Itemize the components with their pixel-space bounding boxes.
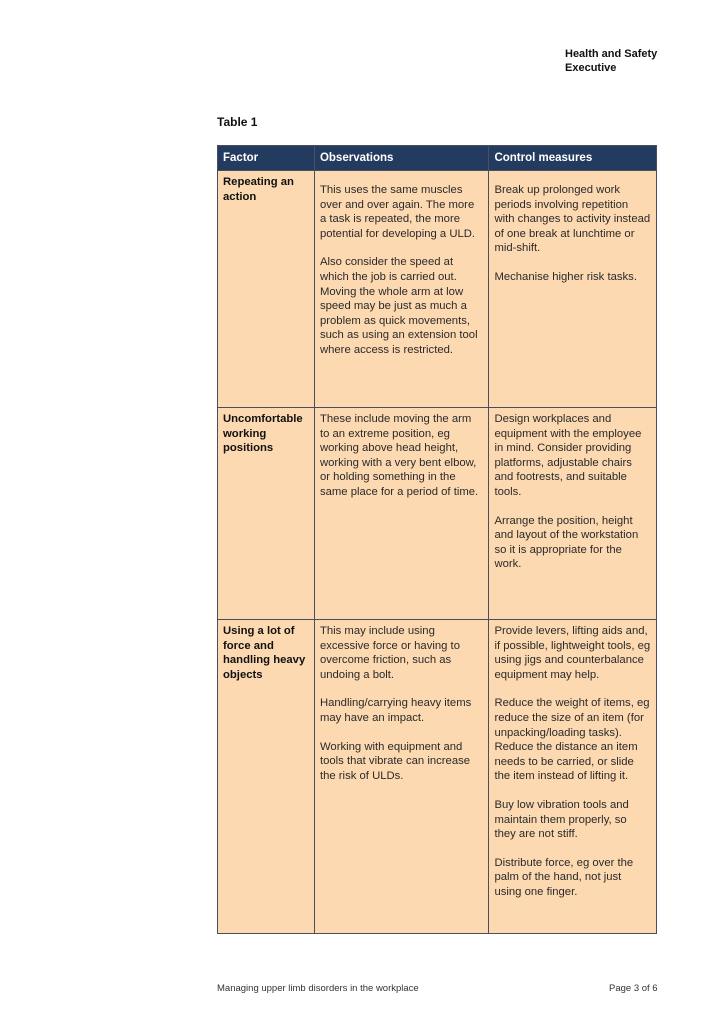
observations-cell: [314, 408, 488, 620]
observation-text: This uses the same muscles over and over again. The more a task is repeated, the more potential for developing a ULD.: [319, 184, 476, 240]
observation-text: Handling/carrying heavy items may have an impact.: [319, 697, 472, 724]
control-measure-text: Buy low vibration tools and maintain them properly, so they are not stiff.: [494, 798, 629, 841]
observations-cell: [314, 620, 488, 934]
observation-text: This may include using excessive force or having to overcome friction, such as undoing a bolt.: [319, 625, 460, 681]
control-measure-text: Mechanise higher risk tasks.: [494, 270, 637, 283]
org-line-1: Health and Safety: [565, 48, 658, 60]
table-row: [218, 171, 657, 408]
control-measure-text: Reduce the weight of items, eg reduce the size of an item (for unpacking/loading tasks). Reduce the distance an item needs to be carried, or slide the item instead of lifting it.: [494, 697, 650, 783]
factor-cell: Repeating an action: [218, 171, 315, 408]
control-measures-cell: [489, 171, 657, 408]
org-line-2: Executive: [565, 62, 617, 74]
observation-text: Also consider the speed at which the job is carried out. Moving the whole arm at low speed may be just as much a problem as quick movements, such as using an extension tool where access is restricted.: [319, 256, 478, 356]
footer-page-number: Page 3 of 6: [609, 983, 658, 994]
table-row: [218, 620, 657, 934]
table-title: Table 1: [217, 115, 258, 129]
column-header-factor: Factor: [218, 146, 315, 171]
footer-document-title: Managing upper limb disorders in the workplace: [217, 983, 419, 994]
factors-table: [217, 145, 657, 934]
control-measures-cell: [489, 408, 657, 620]
control-measure-text: Distribute force, eg over the palm of the hand, not just using one finger.: [494, 856, 634, 898]
table-row: [218, 408, 657, 620]
control-measure-text: Arrange the position, height and layout of the workstation so it is appropriate for the work.: [494, 514, 639, 571]
control-measures-cell: [489, 620, 657, 934]
observation-text: Working with equipment and tools that vibrate can increase the risk of ULDs.: [319, 740, 471, 782]
factor-cell: Using a lot of force and handling heavy objects: [218, 620, 315, 934]
control-measure-text: Design workplaces and equipment with the employee in mind. Consider providing platforms, adjustable chairs and footrests, and suitable tools.: [494, 413, 642, 498]
control-measure-text: Provide levers, lifting aids and, if possible, lightweight tools, eg using jigs and counterbalance equipment may help.: [494, 625, 651, 681]
organisation-name: [565, 47, 657, 75]
table-header-row: [218, 146, 657, 171]
column-header-observations: Observations: [314, 146, 488, 171]
column-header-control-measures: Control measures: [489, 146, 657, 171]
observation-text: These include moving the arm to an extreme position, eg working above head height, working with a very bent elbow, or holding something in the same place for a period of time.: [319, 413, 479, 498]
observations-cell: [314, 171, 488, 408]
factor-cell: Uncomfortable working positions: [218, 408, 315, 620]
control-measure-text: Break up prolonged work periods involving repetition with changes to activity instead of one break at lunchtime or mid-shift.: [494, 184, 651, 255]
